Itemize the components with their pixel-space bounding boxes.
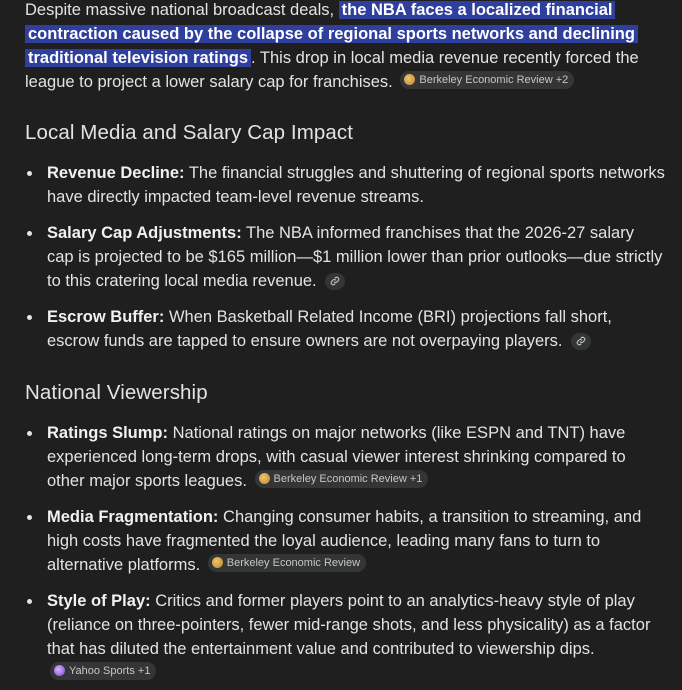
- link-icon: [330, 276, 340, 286]
- item-title: Media Fragmentation:: [47, 508, 219, 526]
- yahoo-favicon-icon: [54, 665, 65, 676]
- intro-text-pre: Despite massive national broadcast deals,: [25, 1, 339, 19]
- source-chip[interactable]: [255, 470, 429, 488]
- intro-text-post: . This drop in local media revenue recently forced the league to project a lower salary cap for franchises.: [25, 49, 639, 91]
- item-title: Ratings Slump:: [47, 424, 169, 442]
- list-item: [25, 505, 665, 577]
- source-chip[interactable]: [50, 662, 156, 680]
- link-chip[interactable]: [325, 273, 345, 290]
- bullet-list: [25, 421, 665, 685]
- item-text: Critics and former players point to an analytics-heavy style of play (reliance on three-pointers, fewer mid-range shots, and less physicality) as a factor that has diluted the entertainment value and contributed to viewership dips.: [47, 592, 651, 658]
- bullet-list: [25, 161, 665, 353]
- intro-paragraph: [25, 0, 665, 94]
- item-title: Style of Play:: [47, 592, 151, 610]
- item-title: Revenue Decline:: [47, 164, 185, 182]
- list-item: [25, 305, 665, 353]
- list-item: [25, 161, 665, 209]
- source-chip-label: Yahoo Sports +1: [69, 664, 151, 677]
- intro-highlight[interactable]: the NBA faces a localized financial contraction caused by the collapse of regional sports networks and declining traditional television ratings: [25, 1, 638, 67]
- link-icon: [576, 336, 586, 346]
- item-text: The financial struggles and shuttering of regional sports networks have directly impacted team-level revenue streams.: [47, 164, 665, 206]
- item-title: Escrow Buffer:: [47, 308, 165, 326]
- source-chip-label: Berkeley Economic Review: [226, 556, 361, 569]
- berkeley-favicon-icon: [212, 557, 223, 568]
- source-chip-label: Berkeley Economic Review +1: [273, 472, 423, 485]
- list-item: [25, 421, 665, 493]
- list-item: [25, 589, 665, 685]
- item-title: Salary Cap Adjustments:: [47, 224, 242, 242]
- link-chip[interactable]: [571, 333, 591, 350]
- list-item: [25, 221, 665, 293]
- item-text: The NBA informed franchises that the 2026-27 salary cap is projected to be $165 million—$1 million lower than prior outlooks—due strictly to this cratering local media revenue.: [47, 224, 663, 290]
- source-chip[interactable]: [400, 71, 574, 89]
- section-heading: National Viewership: [25, 381, 208, 404]
- item-text: When Basketball Related Income (BRI) projections fall short, escrow funds are tapped to ensure owners are not overpaying players.: [47, 308, 612, 350]
- response-content: [25, 0, 665, 685]
- section-heading: Local Media and Salary Cap Impact: [25, 121, 354, 144]
- item-text: Changing consumer habits, a transition to streaming, and high costs have fragmented the loyal audience, leading many fans to turn to alternative platforms.: [47, 508, 642, 574]
- item-text: National ratings on major networks (like ESPN and TNT) have experienced long-term drops, with casual viewer interest shrinking compared to other major sports leagues.: [47, 424, 626, 490]
- source-chip[interactable]: [208, 554, 366, 572]
- berkeley-favicon-icon: [259, 473, 270, 484]
- berkeley-favicon-icon: [404, 74, 415, 85]
- source-chip-label: Berkeley Economic Review +2: [419, 73, 569, 86]
